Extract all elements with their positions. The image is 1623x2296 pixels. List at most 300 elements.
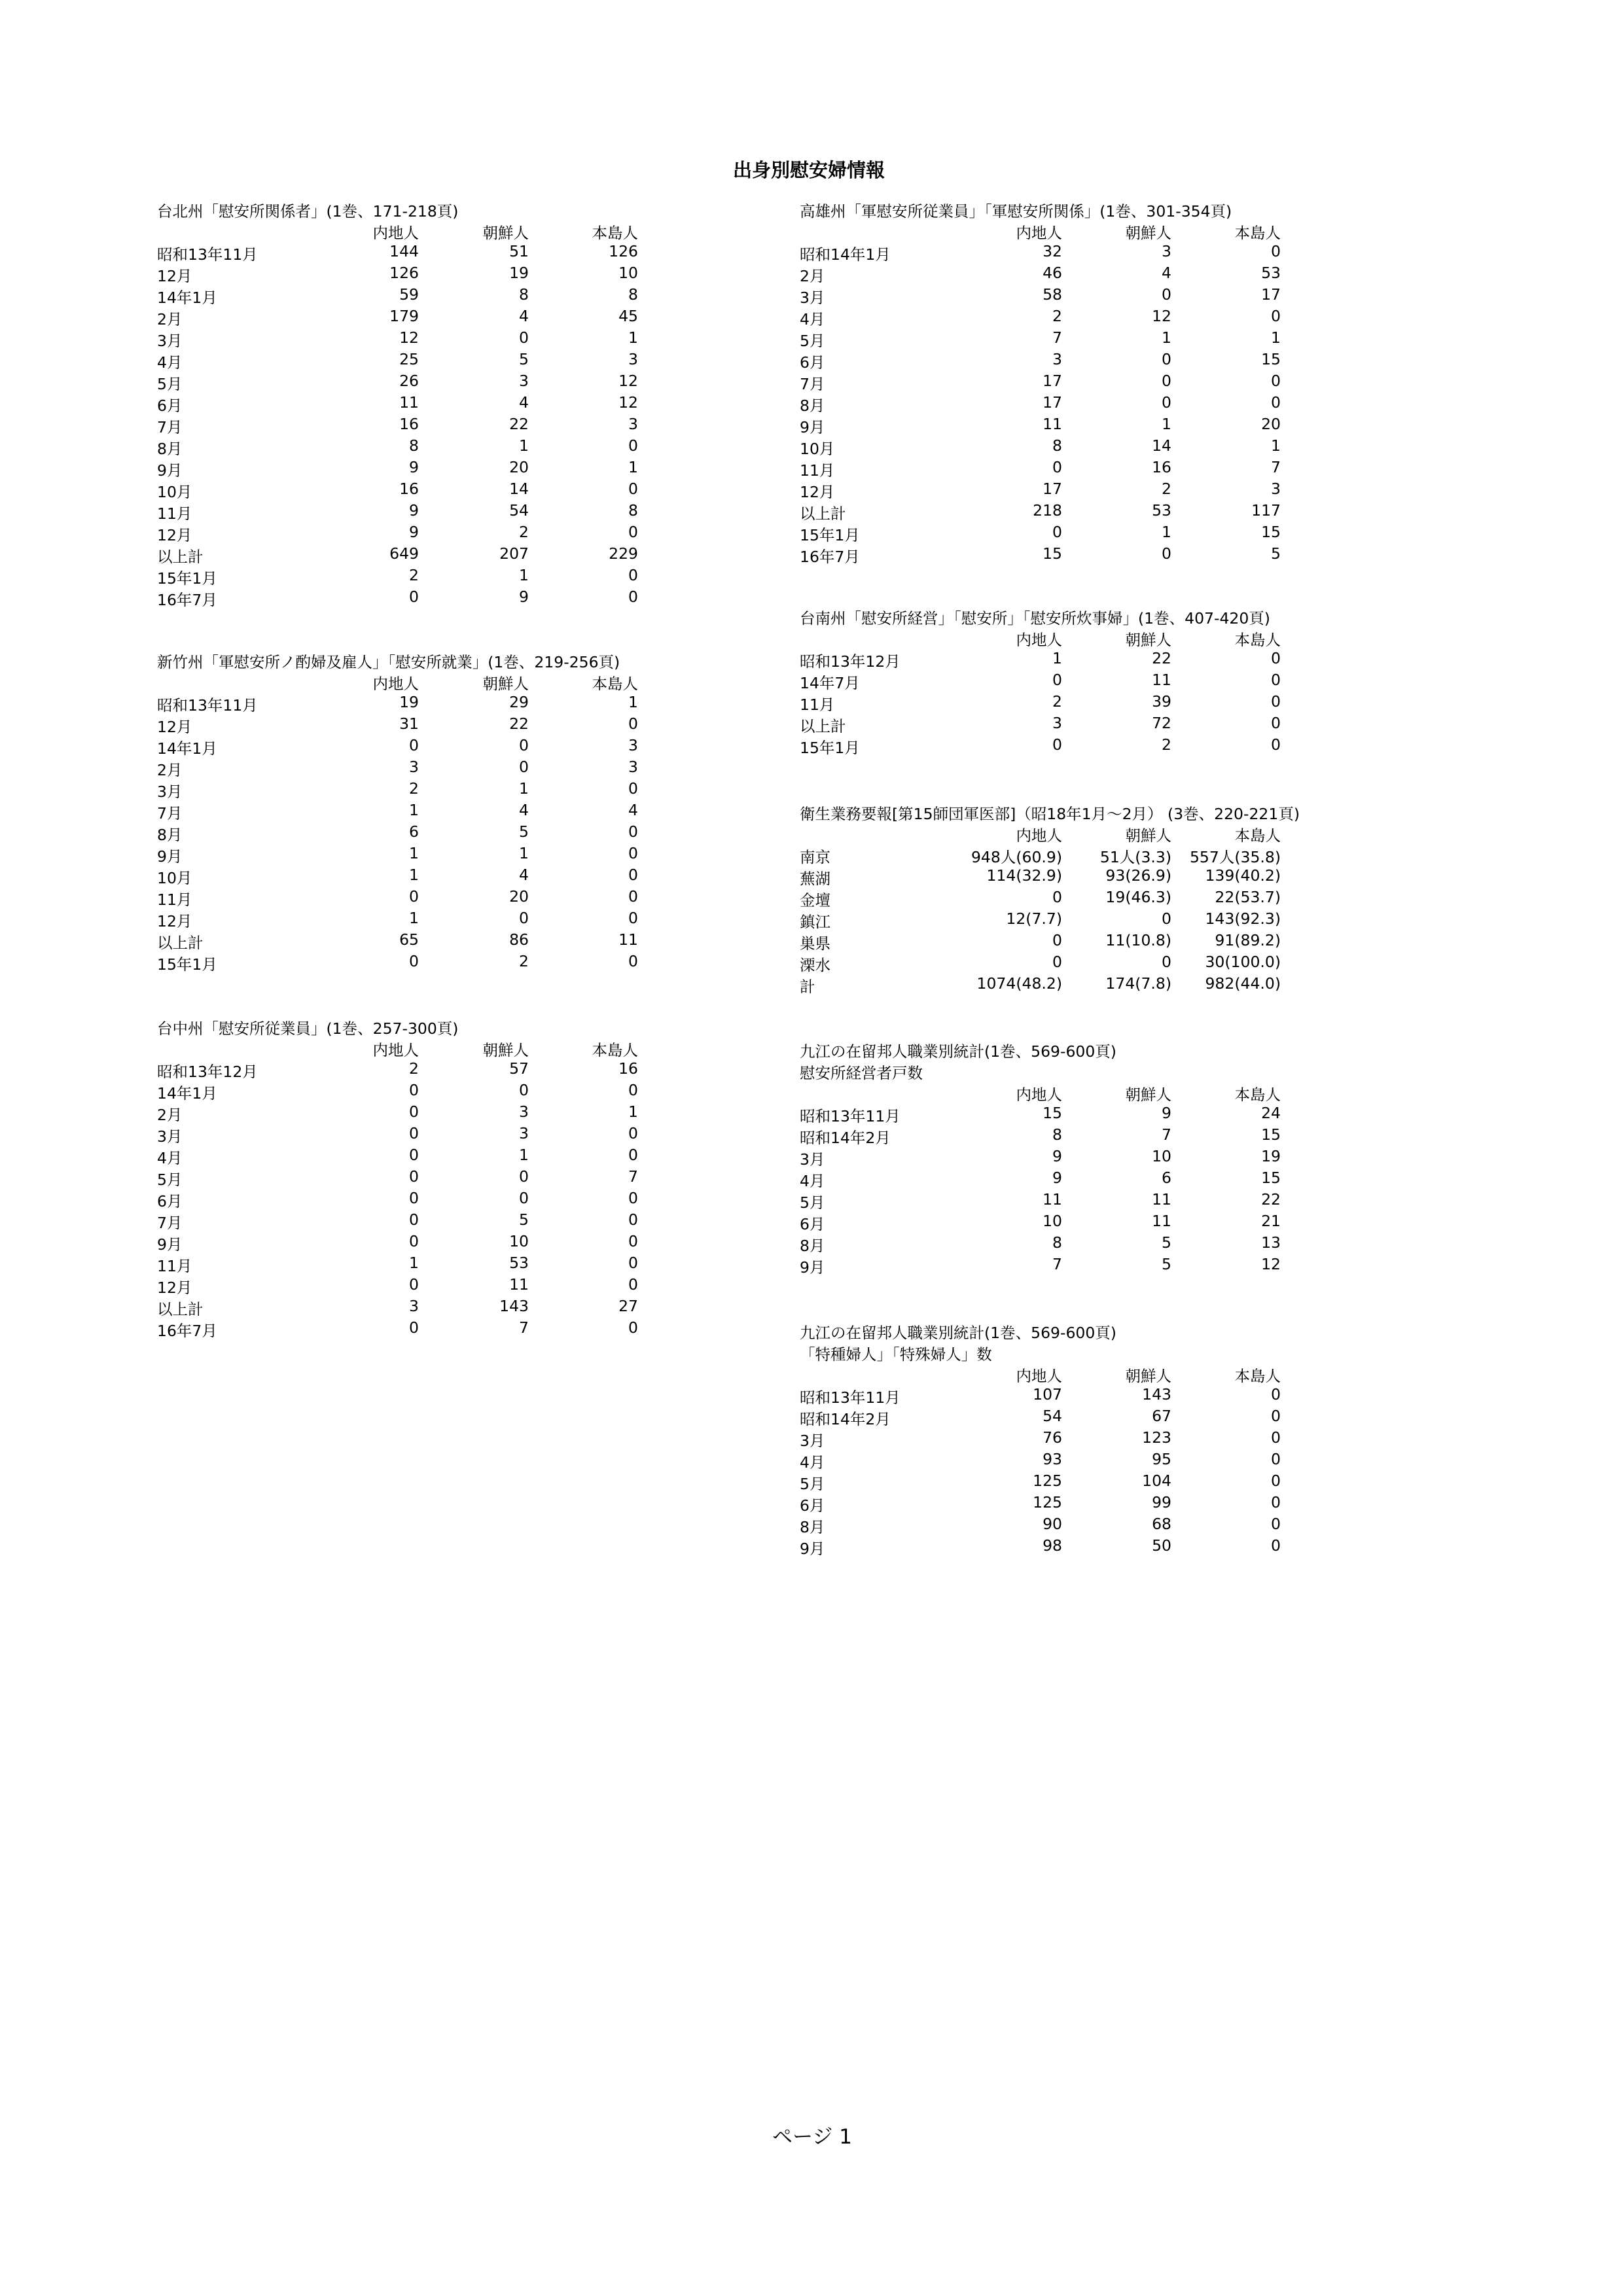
row-label: 5月: [800, 332, 825, 350]
cell-value: 218: [1033, 501, 1062, 520]
cell-value: 22: [1152, 649, 1171, 667]
row-label: 4月: [800, 1453, 825, 1472]
cell-value: 8: [519, 285, 529, 304]
cell-value: 114(32.9): [986, 866, 1062, 885]
cell-value: 67: [1152, 1407, 1171, 1425]
table-caption: 台中州「慰安所従業員」(1巻、257-300頁): [157, 1019, 459, 1038]
cell-value: 0: [1052, 953, 1062, 971]
row-label: 3月: [800, 1432, 825, 1450]
column-header: 朝鮮人: [482, 675, 529, 693]
cell-value: 0: [409, 1081, 419, 1099]
cell-value: 15: [1261, 1125, 1281, 1144]
row-label: 9月: [157, 461, 183, 480]
cell-value: 0: [1271, 1385, 1281, 1404]
cell-value: 11: [1152, 671, 1171, 689]
cell-value: 2: [519, 523, 529, 541]
row-label: 7月: [800, 375, 825, 393]
column-header: 内地人: [1016, 1086, 1062, 1104]
cell-value: 1: [409, 844, 419, 862]
table-subcaption: 慰安所経営者戸数: [800, 1064, 923, 1082]
cell-value: 12: [1261, 1255, 1281, 1273]
cell-value: 3: [1271, 480, 1281, 498]
cell-value: 9: [1162, 1104, 1171, 1122]
cell-value: 17: [1043, 480, 1062, 498]
cell-value: 0: [628, 866, 638, 884]
row-label: 6月: [157, 397, 183, 415]
cell-value: 0: [628, 952, 638, 970]
cell-value: 0: [409, 1167, 419, 1186]
cell-value: 95: [1152, 1450, 1171, 1468]
cell-value: 11: [1152, 1190, 1171, 1209]
row-label: 昭和13年12月: [800, 652, 901, 671]
cell-value: 5: [1162, 1233, 1171, 1252]
cell-value: 54: [509, 501, 529, 520]
cell-value: 1: [628, 458, 638, 476]
cell-value: 4: [519, 307, 529, 325]
cell-value: 59: [399, 285, 419, 304]
cell-value: 2: [409, 779, 419, 798]
column-header: 本島人: [1234, 631, 1281, 649]
cell-value: 58: [1043, 285, 1062, 304]
row-label: 3月: [157, 783, 183, 801]
row-label: 12月: [157, 912, 192, 930]
cell-value: 1: [409, 1254, 419, 1272]
cell-value: 17: [1261, 285, 1281, 304]
cell-value: 0: [1162, 393, 1171, 412]
cell-value: 0: [628, 436, 638, 455]
column-header: 内地人: [1016, 631, 1062, 649]
row-label: 14年1月: [157, 289, 217, 307]
row-label: 5月: [800, 1193, 825, 1212]
cell-value: 19: [1261, 1147, 1281, 1165]
cell-value: 12: [618, 393, 638, 412]
cell-value: 11(10.8): [1105, 931, 1171, 949]
row-label: 2月: [157, 761, 183, 779]
cell-value: 0: [1271, 1536, 1281, 1555]
cell-value: 3: [628, 758, 638, 776]
cell-value: 1: [1162, 415, 1171, 433]
table-subcaption: 「特種婦人」「特殊婦人」数: [800, 1345, 992, 1364]
cell-value: 20: [509, 458, 529, 476]
cell-value: 3: [628, 736, 638, 754]
row-label: 4月: [800, 1172, 825, 1190]
cell-value: 15: [1261, 350, 1281, 368]
column-header: 朝鮮人: [1125, 826, 1171, 845]
cell-value: 1: [409, 866, 419, 884]
cell-value: 1: [519, 1146, 529, 1164]
cell-value: 143: [1142, 1385, 1171, 1404]
row-label: 2月: [800, 267, 825, 285]
cell-value: 1: [519, 436, 529, 455]
cell-value: 39: [1152, 692, 1171, 711]
cell-value: 11: [399, 393, 419, 412]
cell-value: 0: [628, 1254, 638, 1272]
cell-value: 6: [409, 822, 419, 841]
cell-value: 0: [1162, 910, 1171, 928]
cell-value: 0: [1271, 714, 1281, 732]
cell-value: 107: [1033, 1385, 1062, 1404]
row-label: 8月: [800, 1518, 825, 1536]
cell-value: 143(92.3): [1205, 910, 1281, 928]
table-caption: 九江の在留邦人職業別統計(1巻、569-600頁): [800, 1042, 1116, 1061]
cell-value: 93(26.9): [1105, 866, 1171, 885]
row-label: 4月: [157, 353, 183, 372]
row-label: 12月: [157, 526, 192, 544]
cell-value: 126: [609, 242, 638, 260]
cell-value: 12: [618, 372, 638, 390]
cell-value: 0: [1271, 307, 1281, 325]
cell-value: 12(7.7): [1006, 910, 1062, 928]
cell-value: 22(53.7): [1215, 888, 1281, 906]
cell-value: 0: [1271, 735, 1281, 754]
table-caption: 台南州「慰安所経営」「慰安所」「慰安所炊事婦」(1巻、407-420頁): [800, 609, 1270, 627]
row-label: 8月: [800, 1237, 825, 1255]
row-label: 9月: [157, 1235, 183, 1254]
row-label: 6月: [800, 353, 825, 372]
cell-value: 0: [628, 909, 638, 927]
cell-value: 0: [628, 887, 638, 906]
row-label: 10月: [157, 483, 192, 501]
cell-value: 4: [628, 801, 638, 819]
column-header: 内地人: [372, 224, 419, 242]
cell-value: 0: [1271, 1407, 1281, 1425]
row-label: 南京: [800, 848, 830, 866]
cell-value: 7: [1052, 328, 1062, 347]
cell-value: 0: [409, 1103, 419, 1121]
cell-value: 0: [409, 1146, 419, 1164]
row-label: 5月: [800, 1475, 825, 1493]
cell-value: 53: [1261, 264, 1281, 282]
cell-value: 125: [1033, 1472, 1062, 1490]
cell-value: 10: [618, 264, 638, 282]
cell-value: 1: [409, 909, 419, 927]
row-label: 以上計: [157, 934, 204, 952]
cell-value: 1074(48.2): [976, 974, 1062, 993]
cell-value: 0: [1271, 1428, 1281, 1447]
row-label: 巣県: [800, 934, 830, 953]
row-label: 12月: [157, 267, 192, 285]
row-label: 昭和13年11月: [157, 696, 258, 715]
cell-value: 1: [519, 844, 529, 862]
cell-value: 179: [389, 307, 419, 325]
cell-value: 5: [519, 822, 529, 841]
cell-value: 7: [1052, 1255, 1062, 1273]
row-label: 9月: [157, 847, 183, 866]
cell-value: 17: [1043, 372, 1062, 390]
cell-value: 3: [628, 350, 638, 368]
cell-value: 0: [409, 1124, 419, 1142]
cell-value: 126: [389, 264, 419, 282]
cell-value: 10: [1152, 1147, 1171, 1165]
cell-value: 16: [399, 480, 419, 498]
cell-value: 3: [409, 758, 419, 776]
cell-value: 104: [1142, 1472, 1171, 1490]
cell-value: 0: [1271, 1493, 1281, 1511]
cell-value: 1: [1271, 436, 1281, 455]
column-header: 本島人: [1234, 826, 1281, 845]
cell-value: 1: [519, 566, 529, 584]
cell-value: 0: [1162, 285, 1171, 304]
cell-value: 139(40.2): [1205, 866, 1281, 885]
row-label: 15年1月: [800, 739, 860, 757]
cell-value: 16: [1152, 458, 1171, 476]
cell-value: 46: [1043, 264, 1062, 282]
cell-value: 12: [399, 328, 419, 347]
cell-value: 27: [618, 1297, 638, 1315]
row-label: 11月: [800, 461, 835, 480]
cell-value: 0: [628, 523, 638, 541]
row-label: 5月: [157, 375, 183, 393]
cell-value: 123: [1142, 1428, 1171, 1447]
cell-value: 22: [509, 415, 529, 433]
row-label: 14年7月: [800, 674, 860, 692]
cell-value: 15: [1043, 1104, 1062, 1122]
cell-value: 0: [1271, 1450, 1281, 1468]
cell-value: 4: [1162, 264, 1171, 282]
cell-value: 54: [1043, 1407, 1062, 1425]
cell-value: 9: [409, 523, 419, 541]
cell-value: 0: [628, 715, 638, 733]
cell-value: 0: [1271, 1515, 1281, 1533]
cell-value: 0: [519, 1081, 529, 1099]
cell-value: 29: [509, 693, 529, 711]
row-label: 7月: [157, 804, 183, 822]
cell-value: 4: [519, 393, 529, 412]
cell-value: 0: [409, 952, 419, 970]
cell-value: 8: [409, 436, 419, 455]
cell-value: 3: [1052, 350, 1062, 368]
cell-value: 2: [1052, 692, 1062, 711]
row-label: 16年7月: [800, 548, 860, 566]
row-label: 9月: [800, 1258, 825, 1277]
cell-value: 0: [628, 822, 638, 841]
cell-value: 51人(3.3): [1099, 848, 1171, 866]
cell-value: 8: [1052, 436, 1062, 455]
cell-value: 0: [628, 1081, 638, 1099]
cell-value: 0: [519, 758, 529, 776]
row-label: 15年1月: [157, 955, 217, 974]
row-label: 2月: [157, 310, 183, 328]
column-header: 朝鮮人: [1125, 1367, 1171, 1385]
cell-value: 1: [1271, 328, 1281, 347]
cell-value: 2: [519, 952, 529, 970]
row-label: 3月: [157, 332, 183, 350]
column-header: 朝鮮人: [482, 1041, 529, 1059]
row-label: 5月: [157, 1171, 183, 1189]
row-label: 7月: [157, 418, 183, 436]
cell-value: 12: [1152, 307, 1171, 325]
row-label: 12月: [157, 1279, 192, 1297]
cell-value: 2: [1162, 480, 1171, 498]
cell-value: 9: [409, 458, 419, 476]
row-label: 4月: [800, 310, 825, 328]
cell-value: 8: [628, 501, 638, 520]
row-label: 11月: [157, 1257, 192, 1275]
cell-value: 20: [509, 887, 529, 906]
cell-value: 45: [618, 307, 638, 325]
row-label: 8月: [157, 440, 183, 458]
cell-value: 15: [1043, 544, 1062, 563]
cell-value: 0: [628, 1210, 638, 1229]
cell-value: 53: [509, 1254, 529, 1272]
column-header: 本島人: [592, 224, 638, 242]
cell-value: 207: [499, 544, 529, 563]
cell-value: 557人(35.8): [1189, 848, 1281, 866]
cell-value: 0: [409, 1210, 419, 1229]
cell-value: 5: [519, 1210, 529, 1229]
cell-value: 9: [519, 588, 529, 606]
cell-value: 8: [1052, 1125, 1062, 1144]
column-header: 内地人: [372, 675, 419, 693]
row-label: 以上計: [157, 1300, 204, 1318]
cell-value: 3: [1162, 242, 1171, 260]
cell-value: 21: [1261, 1212, 1281, 1230]
row-label: 14年1月: [157, 739, 217, 758]
cell-value: 0: [409, 736, 419, 754]
cell-value: 7: [1271, 458, 1281, 476]
row-label: 蕪湖: [800, 870, 830, 888]
row-label: 15年1月: [800, 526, 860, 544]
cell-value: 8: [1052, 1233, 1062, 1252]
cell-value: 0: [628, 588, 638, 606]
cell-value: 948人(60.9): [971, 848, 1062, 866]
row-label: 昭和13年12月: [157, 1063, 258, 1081]
cell-value: 1: [1162, 523, 1171, 541]
column-header: 朝鮮人: [1125, 224, 1171, 242]
row-label: 4月: [157, 1149, 183, 1167]
cell-value: 0: [628, 1146, 638, 1164]
row-label: 11月: [800, 696, 835, 714]
cell-value: 16: [618, 1059, 638, 1078]
row-label: 昭和14年2月: [800, 1129, 891, 1147]
table-caption: 新竹州「軍慰安所ノ酌婦及雇人」「慰安所就業」(1巻、219-256頁): [157, 653, 620, 671]
cell-value: 17: [1043, 393, 1062, 412]
cell-value: 1: [1162, 328, 1171, 347]
cell-value: 72: [1152, 714, 1171, 732]
row-label: 以上計: [157, 548, 204, 566]
cell-value: 3: [1052, 714, 1062, 732]
row-label: 3月: [157, 1127, 183, 1146]
cell-value: 4: [519, 801, 529, 819]
cell-value: 5: [1162, 1255, 1171, 1273]
cell-value: 0: [409, 887, 419, 906]
row-label: 3月: [800, 289, 825, 307]
cell-value: 0: [409, 588, 419, 606]
cell-value: 0: [1052, 458, 1062, 476]
cell-value: 65: [399, 930, 419, 949]
cell-value: 0: [1052, 888, 1062, 906]
cell-value: 26: [399, 372, 419, 390]
cell-value: 11: [509, 1275, 529, 1294]
cell-value: 11: [1043, 415, 1062, 433]
cell-value: 11: [618, 930, 638, 949]
cell-value: 0: [1271, 671, 1281, 689]
table-caption: 九江の在留邦人職業別統計(1巻、569-600頁): [800, 1324, 1116, 1342]
cell-value: 15: [1261, 1169, 1281, 1187]
row-label: 11月: [157, 504, 192, 523]
row-label: 16年7月: [157, 1322, 217, 1340]
cell-value: 7: [628, 1167, 638, 1186]
cell-value: 9: [1052, 1147, 1062, 1165]
table-caption: 台北州「慰安所関係者」(1巻、171-218頁): [157, 202, 459, 221]
cell-value: 5: [1271, 544, 1281, 563]
cell-value: 2: [1052, 307, 1062, 325]
cell-value: 0: [1271, 649, 1281, 667]
cell-value: 11: [1152, 1212, 1171, 1230]
page-title: 出身別慰安婦情報: [733, 159, 885, 181]
cell-value: 117: [1251, 501, 1281, 520]
cell-value: 19(46.3): [1105, 888, 1171, 906]
row-label: 11月: [157, 891, 192, 909]
cell-value: 5: [519, 350, 529, 368]
cell-value: 1: [409, 801, 419, 819]
column-header: 内地人: [1016, 224, 1062, 242]
cell-value: 51: [509, 242, 529, 260]
cell-value: 11: [1043, 1190, 1062, 1209]
row-label: 15年1月: [157, 569, 217, 588]
cell-value: 0: [1162, 350, 1171, 368]
cell-value: 9: [1052, 1169, 1062, 1187]
column-header: 朝鮮人: [1125, 1086, 1171, 1104]
column-header: 内地人: [1016, 1367, 1062, 1385]
row-label: 金壇: [800, 891, 830, 910]
cell-value: 0: [1162, 372, 1171, 390]
column-header: 朝鮮人: [1125, 631, 1171, 649]
cell-value: 0: [628, 1275, 638, 1294]
cell-value: 0: [628, 1232, 638, 1250]
cell-value: 76: [1043, 1428, 1062, 1447]
cell-value: 68: [1152, 1515, 1171, 1533]
column-header: 朝鮮人: [482, 224, 529, 242]
cell-value: 0: [1271, 1472, 1281, 1490]
column-header: 本島人: [1234, 224, 1281, 242]
cell-value: 15: [1261, 523, 1281, 541]
cell-value: 2: [1162, 735, 1171, 754]
row-label: 9月: [800, 1540, 825, 1558]
cell-value: 0: [1052, 671, 1062, 689]
cell-value: 10: [1043, 1212, 1062, 1230]
cell-value: 13: [1261, 1233, 1281, 1252]
cell-value: 19: [399, 693, 419, 711]
row-label: 9月: [800, 418, 825, 436]
cell-value: 16: [399, 415, 419, 433]
cell-value: 0: [519, 909, 529, 927]
cell-value: 14: [509, 480, 529, 498]
cell-value: 0: [519, 736, 529, 754]
row-label: 8月: [157, 826, 183, 844]
column-header: 本島人: [592, 1041, 638, 1059]
cell-value: 0: [628, 1318, 638, 1337]
cell-value: 57: [509, 1059, 529, 1078]
cell-value: 32: [1043, 242, 1062, 260]
cell-value: 1: [519, 779, 529, 798]
cell-value: 2: [409, 566, 419, 584]
cell-value: 14: [1152, 436, 1171, 455]
cell-value: 174(7.8): [1105, 974, 1171, 993]
row-label: 昭和13年11月: [800, 1388, 901, 1407]
cell-value: 25: [399, 350, 419, 368]
cell-value: 982(44.0): [1205, 974, 1281, 993]
cell-value: 0: [1052, 523, 1062, 541]
cell-value: 0: [1052, 735, 1062, 754]
row-label: 14年1月: [157, 1084, 217, 1103]
cell-value: 1: [628, 328, 638, 347]
row-label: 6月: [800, 1215, 825, 1233]
row-label: 溧水: [800, 956, 830, 974]
cell-value: 3: [628, 415, 638, 433]
row-label: 昭和13年11月: [157, 245, 258, 264]
cell-value: 143: [499, 1297, 529, 1315]
